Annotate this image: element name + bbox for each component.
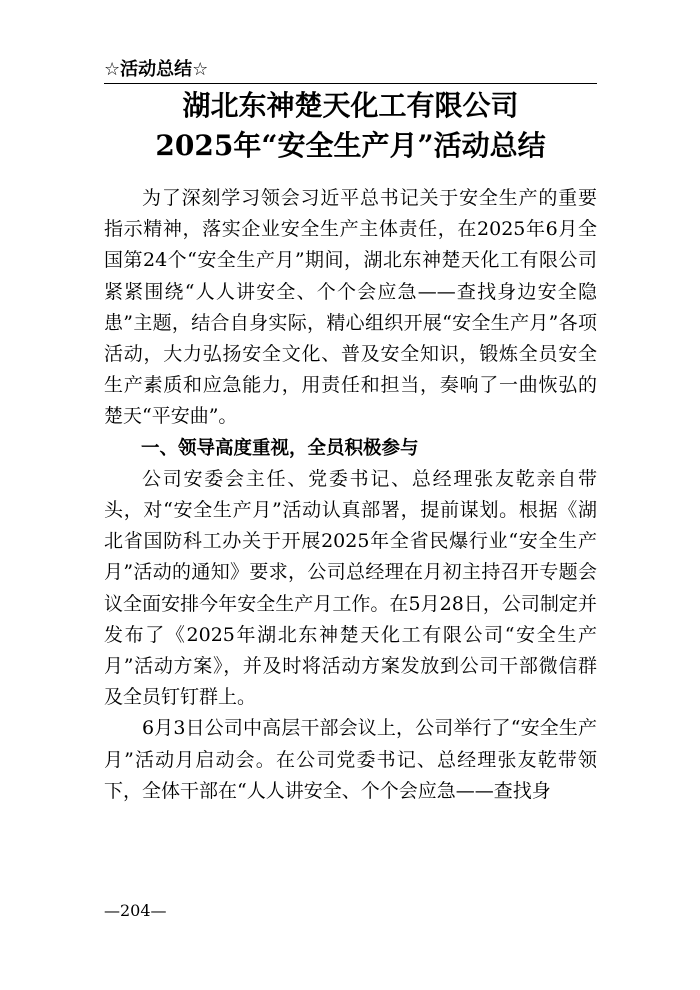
body-text xyxy=(104,183,597,807)
paragraph-leadership: 公司安委会主任、党委书记、总经理张友乾亲自带头，对“安全生产月”活动认真部署，提前谋划。根据《湖北省国防科工办关于开展2025年全省民爆行业“安全生产月”活动的通知》要求，公司总经理在月初主持召开专题会议全面安排今年安全生产月工作。在5月28日，公司制定并发布了《2025年湖北东神楚天化工有限公司“安全生产月”活动方案》，并及时将活动方案发放到公司干部微信群及全员钉钉群上。 xyxy=(104,467,597,709)
paragraph-kickoff: 6月3日公司中高层干部会议上，公司举行了“安全生产月”活动月启动会。在公司党委书记、总经理张友乾带领下，全体干部在“人人讲安全、个个会应急——查找身 xyxy=(104,717,597,802)
header-divider xyxy=(104,83,597,84)
section-tag: ☆活动总结☆ xyxy=(104,59,209,80)
title-report: 2025年“安全生产月”活动总结 xyxy=(155,129,546,162)
section-heading-1: 一、领导高度重视，全员积极参与 xyxy=(141,437,419,459)
title-company: 湖北东神楚天化工有限公司 xyxy=(182,89,519,122)
paragraph-intro: 为了深刻学习领会习近平总书记关于安全生产的重要指示精神，落实企业安全生产主体责任，在2025年6月全国第24个“安全生产月”期间，湖北东神楚天化工有限公司紧紧围绕“人人讲安全、个个会应急——查找身边安全隐患”主题，结合自身实际，精心组织开展“安全生产月”各项活动，大力弘扬安全文化、普及安全知识，锻炼全员安全生产素质和应急能力，用责任和担当，奏响了一曲恢弘的楚天“平安曲”。 xyxy=(104,187,597,428)
page-number: —204— xyxy=(104,901,167,920)
